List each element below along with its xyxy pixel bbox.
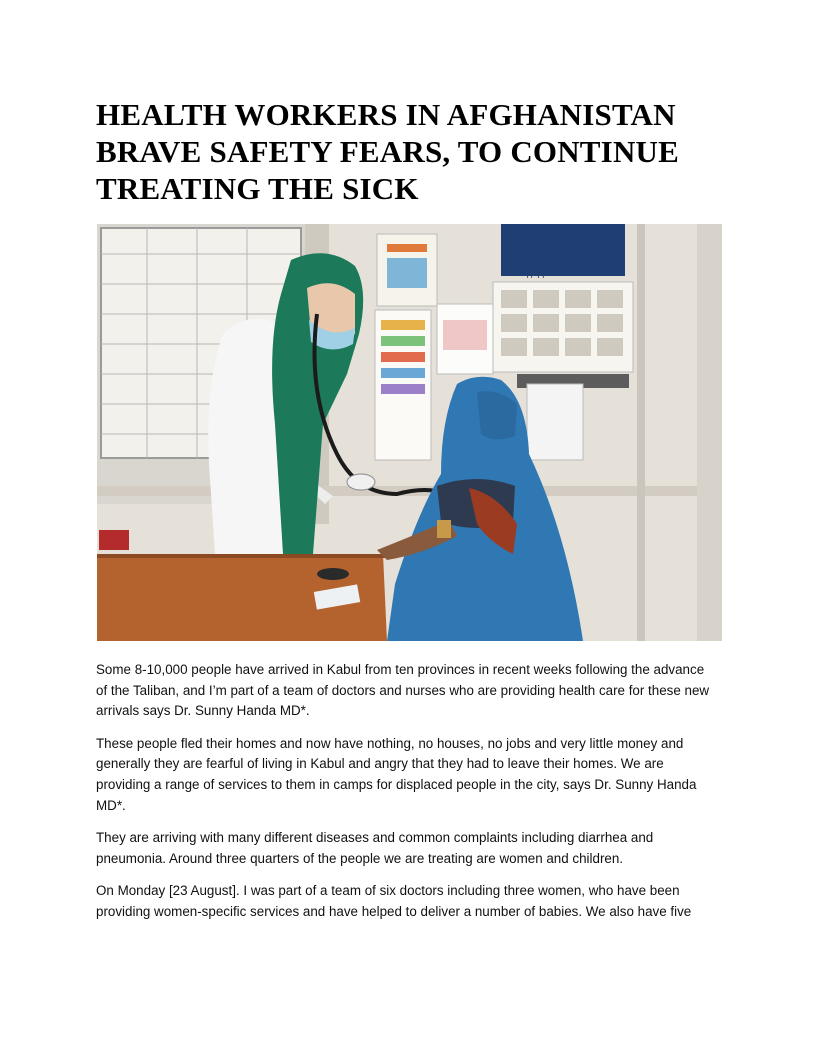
- paragraph: [96, 881, 722, 922]
- paragraph: [96, 828, 722, 869]
- text-line: arrivals says Dr. Sunny Handa MD*.: [96, 703, 310, 719]
- article-body: [96, 660, 722, 935]
- paragraph: [96, 660, 722, 722]
- calendar-year: ۱۳۹۹: [525, 271, 545, 281]
- article-title: [96, 96, 736, 207]
- text-line: On Monday [23 August]. I was part of a team of six doctors including three women, who have been: [96, 883, 680, 899]
- text-line: pneumonia. Around three quarters of the people we are treating are women and children.: [96, 850, 624, 866]
- text-line: providing women-specific services and have helped to deliver a number of babies. We also have five: [96, 903, 692, 919]
- text-line: They are arriving with many different diseases and common complaints including diarrhea and: [96, 830, 654, 846]
- text-line: of the Taliban, and I’m part of a team of doctors and nurses who are providing health care for these new: [96, 682, 710, 698]
- title-line: BRAVE SAFETY FEARS, TO CONTINUE: [96, 134, 679, 169]
- title-line: HEALTH WORKERS IN AFGHANISTAN: [96, 97, 676, 132]
- title-line: TREATING THE SICK: [96, 171, 419, 206]
- text-line: MD*.: [96, 797, 126, 813]
- text-line: Some 8-10,000 people have arrived in Kabul from ten provinces in recent weeks following the advance: [96, 662, 705, 677]
- paragraph: [96, 734, 722, 816]
- article-photo: [97, 224, 722, 641]
- text-line: generally they are fearful of living in Kabul and angry that they had to leave their homes. We are: [96, 756, 664, 772]
- text-line: providing a range of services to them in camps for displaced people in the city, says Dr. Sunny Handa: [96, 776, 697, 792]
- calendar-header: [501, 224, 625, 276]
- text-line: These people fled their homes and now have nothing, no houses, no jobs and very little money and: [96, 735, 684, 751]
